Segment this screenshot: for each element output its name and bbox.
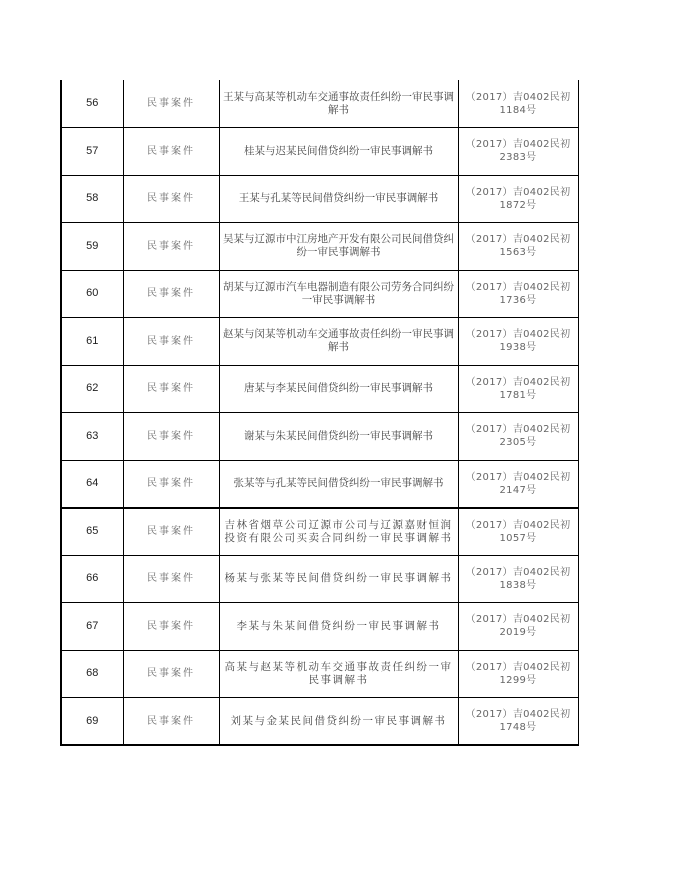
case-number: （2017）吉0402民初1838号: [458, 555, 578, 603]
case-type: 民事案件: [123, 318, 219, 366]
row-number: 58: [61, 175, 123, 223]
case-number: （2017）吉0402民初1872号: [458, 175, 578, 223]
table-row: [61, 175, 578, 223]
case-type: 民事案件: [123, 270, 219, 318]
case-number: （2017）吉0402民初1057号: [458, 508, 578, 556]
case-type: 民事案件: [123, 650, 219, 698]
case-title: 高某与赵某等机动车交通事故责任纠纷一审民事调解书: [219, 650, 458, 698]
case-title: 胡某与辽源市汽车电器制造有限公司劳务合同纠纷一审民事调解书: [219, 270, 458, 318]
row-number: 59: [61, 223, 123, 271]
case-type: 民事案件: [123, 80, 219, 128]
case-number: （2017）吉0402民初1781号: [458, 365, 578, 413]
row-number: 68: [61, 650, 123, 698]
table-row: [61, 128, 578, 176]
table-row: [61, 270, 578, 318]
case-title: 张某等与孔某等民间借贷纠纷一审民事调解书: [219, 460, 458, 508]
case-type: 民事案件: [123, 508, 219, 556]
row-number: 63: [61, 413, 123, 461]
case-title: 吴某与辽源市中江房地产开发有限公司民间借贷纠纷一审民事调解书: [219, 223, 458, 271]
case-number: （2017）吉0402民初1563号: [458, 223, 578, 271]
case-type: 民事案件: [123, 460, 219, 508]
case-title: 唐某与李某民间借贷纠纷一审民事调解书: [219, 365, 458, 413]
case-title: 桂某与迟某民间借贷纠纷一审民事调解书: [219, 128, 458, 176]
table-row: [61, 365, 578, 413]
case-type: 民事案件: [123, 698, 219, 746]
table-row: [61, 80, 578, 128]
row-number: 64: [61, 460, 123, 508]
case-number: （2017）吉0402民初1184号: [458, 80, 578, 128]
row-number: 67: [61, 603, 123, 651]
case-title: 吉林省烟草公司辽源市公司与辽源嘉财恒润投资有限公司买卖合同纠纷一审民事调解书: [219, 508, 458, 556]
case-type: 民事案件: [123, 128, 219, 176]
case-title: 王某与孔某等民间借贷纠纷一审民事调解书: [219, 175, 458, 223]
case-number: （2017）吉0402民初2305号: [458, 413, 578, 461]
table-row: [61, 413, 578, 461]
table-row: [61, 508, 578, 556]
case-title: 李某与朱某间借贷纠纷一审民事调解书: [219, 603, 458, 651]
case-table: [60, 80, 579, 746]
case-type: 民事案件: [123, 223, 219, 271]
table-row: [61, 698, 578, 746]
table-row: [61, 460, 578, 508]
case-title: 王某与高某等机动车交通事故责任纠纷一审民事调解书: [219, 80, 458, 128]
case-type: 民事案件: [123, 413, 219, 461]
case-number: （2017）吉0402民初2383号: [458, 128, 578, 176]
row-number: 66: [61, 555, 123, 603]
case-type: 民事案件: [123, 555, 219, 603]
table-row: [61, 318, 578, 366]
row-number: 61: [61, 318, 123, 366]
table-row: [61, 603, 578, 651]
case-number: （2017）吉0402民初1938号: [458, 318, 578, 366]
case-title: 杨某与张某等民间借贷纠纷一审民事调解书: [219, 555, 458, 603]
row-number: 69: [61, 698, 123, 746]
row-number: 56: [61, 80, 123, 128]
case-type: 民事案件: [123, 175, 219, 223]
row-number: 57: [61, 128, 123, 176]
case-type: 民事案件: [123, 365, 219, 413]
case-title: 刘某与金某民间借贷纠纷一审民事调解书: [219, 698, 458, 746]
case-number: （2017）吉0402民初2147号: [458, 460, 578, 508]
case-title: 赵某与闵某等机动车交通事故责任纠纷一审民事调解书: [219, 318, 458, 366]
table-row: [61, 555, 578, 603]
row-number: 65: [61, 508, 123, 556]
case-type: 民事案件: [123, 603, 219, 651]
case-title: 谢某与朱某民间借贷纠纷一审民事调解书: [219, 413, 458, 461]
table-row: [61, 650, 578, 698]
case-number: （2017）吉0402民初1299号: [458, 650, 578, 698]
case-number: （2017）吉0402民初1736号: [458, 270, 578, 318]
case-number: （2017）吉0402民初2019号: [458, 603, 578, 651]
row-number: 60: [61, 270, 123, 318]
case-number: （2017）吉0402民初1748号: [458, 698, 578, 746]
row-number: 62: [61, 365, 123, 413]
table-row: [61, 223, 578, 271]
